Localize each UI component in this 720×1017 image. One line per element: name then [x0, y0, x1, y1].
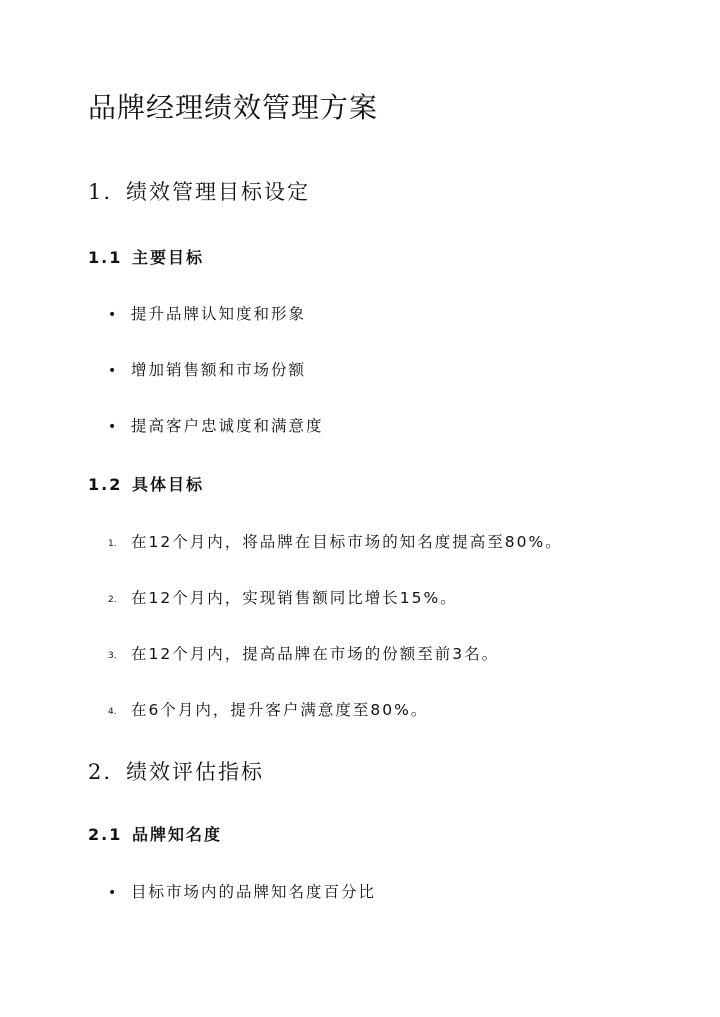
- subsection-2-1-number: 2.1: [88, 825, 123, 844]
- document-title: 品牌经理绩效管理方案: [88, 91, 379, 124]
- subsection-1-2-number: 1.2: [88, 475, 123, 494]
- section-2-number: 2.: [88, 760, 113, 784]
- list-item: [108, 414, 324, 436]
- list-item-text: 在12个月内，将品牌在目标市场的知名度提高至80%。: [131, 533, 563, 551]
- subsection-2-1-heading: [88, 822, 222, 845]
- ordered-list-item: [108, 586, 458, 608]
- section-2-title: 绩效评估指标: [126, 760, 264, 784]
- list-item: [108, 302, 306, 324]
- list-number: 3.: [108, 651, 117, 661]
- list-item: [108, 358, 306, 380]
- subsection-2-1-title: 品牌知名度: [132, 825, 223, 844]
- list-number: 1.: [108, 539, 117, 549]
- list-item-text: 提高客户忠诚度和满意度: [131, 417, 324, 435]
- list-item-text: 增加销售额和市场份额: [131, 361, 307, 379]
- list-number: 4.: [108, 707, 117, 717]
- list-item-text: 在12个月内，提高品牌在市场的份额至前3名。: [131, 645, 500, 663]
- subsection-1-1-heading: [88, 245, 204, 268]
- bullet-icon: •: [108, 885, 119, 901]
- subsection-1-1-title: 主要目标: [132, 248, 205, 267]
- section-1-number: 1.: [88, 180, 113, 204]
- subsection-1-2-heading: [88, 472, 204, 495]
- section-1-heading: [88, 176, 310, 206]
- list-item-text: 提升品牌认知度和形象: [131, 305, 307, 323]
- list-item-text: 目标市场内的品牌知名度百分比: [131, 883, 377, 901]
- ordered-list-item: [108, 698, 428, 720]
- bullet-icon: •: [108, 419, 119, 435]
- section-1-title: 绩效管理目标设定: [126, 180, 310, 204]
- ordered-list-item: [108, 642, 499, 664]
- subsection-1-1-number: 1.1: [88, 248, 123, 267]
- subsection-1-2-title: 具体目标: [132, 475, 205, 494]
- bullet-icon: •: [108, 307, 119, 323]
- list-item-text: 在12个月内，实现销售额同比增长15%。: [131, 589, 458, 607]
- section-2-heading: [88, 756, 264, 786]
- list-item: [108, 880, 376, 902]
- list-number: 2.: [108, 595, 117, 605]
- bullet-icon: •: [108, 363, 119, 379]
- ordered-list-item: [108, 530, 563, 552]
- list-item-text: 在6个月内，提升客户满意度至80%。: [131, 701, 429, 719]
